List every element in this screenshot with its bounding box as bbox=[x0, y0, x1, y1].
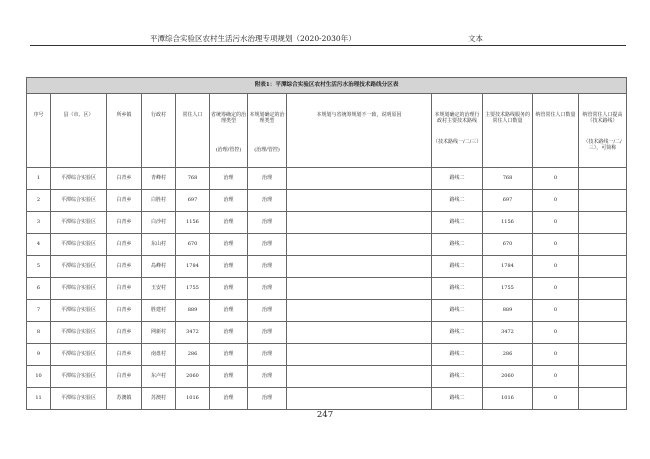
table-row bbox=[27, 388, 627, 410]
cell-county: 平潭综合实验区 bbox=[51, 344, 107, 366]
cell-county: 平潭综合实验区 bbox=[51, 366, 107, 388]
cell-village: 苏澳村 bbox=[142, 388, 176, 410]
cell-population: 1784 bbox=[176, 256, 210, 278]
column-header bbox=[432, 94, 483, 168]
cell-served: 670 bbox=[483, 234, 533, 256]
cell-served: 1784 bbox=[483, 256, 533, 278]
table-row bbox=[27, 300, 627, 322]
cell-town: 白青乡 bbox=[107, 366, 142, 388]
cell-route: 路线二 bbox=[432, 322, 483, 344]
cell-prov-type: 治理 bbox=[210, 300, 248, 322]
cell-village: 岛峰村 bbox=[142, 256, 176, 278]
cell-served: 889 bbox=[483, 300, 533, 322]
page-number: 247 bbox=[316, 410, 334, 420]
cell-town: 苏澳镇 bbox=[107, 388, 142, 410]
cell-extra bbox=[579, 190, 627, 212]
cell-population: 1755 bbox=[176, 278, 210, 300]
running-header-label: 文本 bbox=[468, 34, 483, 43]
cell-connected: 0 bbox=[533, 344, 579, 366]
cell-town: 白青乡 bbox=[107, 234, 142, 256]
cell-extra bbox=[579, 388, 627, 410]
cell-prov-type: 治理 bbox=[210, 212, 248, 234]
cell-extra bbox=[579, 234, 627, 256]
header-rule bbox=[30, 45, 626, 46]
cell-prov-type: 治理 bbox=[210, 388, 248, 410]
cell-plan-type: 治理 bbox=[248, 344, 287, 366]
cell-route: 路线二 bbox=[432, 300, 483, 322]
table-caption: 附表1：平潭综合实验区农村生活污水治理技术路线分区表 bbox=[27, 78, 627, 94]
column-header bbox=[287, 94, 432, 168]
table-row bbox=[27, 256, 627, 278]
cell-county: 平潭综合实验区 bbox=[51, 388, 107, 410]
column-header bbox=[176, 94, 210, 168]
cell-reason bbox=[287, 344, 432, 366]
column-header bbox=[248, 94, 287, 168]
cell-extra bbox=[579, 212, 627, 234]
cell-extra bbox=[579, 366, 627, 388]
cell-county: 平潭综合实验区 bbox=[51, 300, 107, 322]
cell-route: 路线二 bbox=[432, 344, 483, 366]
column-header-label: 行政村 bbox=[150, 112, 166, 118]
cell-no: 10 bbox=[27, 366, 51, 388]
cell-prov-type: 治理 bbox=[210, 366, 248, 388]
column-header-note: （技术路线一/二/三），可简称 bbox=[583, 138, 622, 151]
cell-village: 东卢村 bbox=[142, 366, 176, 388]
cell-no: 8 bbox=[27, 322, 51, 344]
table-row bbox=[27, 322, 627, 344]
column-header-label: 纳管常住人口数量 bbox=[535, 112, 576, 118]
cell-route: 路线二 bbox=[432, 168, 483, 190]
column-header-note: (治理/管控) bbox=[254, 146, 280, 153]
column-header bbox=[483, 94, 533, 168]
cell-extra bbox=[579, 344, 627, 366]
cell-population: 670 bbox=[176, 234, 210, 256]
cell-town: 白青乡 bbox=[107, 256, 142, 278]
column-header-label: 常住人口 bbox=[182, 112, 203, 118]
cell-connected: 0 bbox=[533, 212, 579, 234]
cell-village: 东山村 bbox=[142, 234, 176, 256]
cell-town: 白青乡 bbox=[107, 278, 142, 300]
column-header-label: 省统筹确定的治理类型 bbox=[211, 112, 247, 125]
cell-connected: 0 bbox=[533, 366, 579, 388]
cell-reason bbox=[287, 322, 432, 344]
cell-population: 3472 bbox=[176, 322, 210, 344]
column-header bbox=[579, 94, 627, 168]
cell-connected: 0 bbox=[533, 388, 579, 410]
cell-no: 3 bbox=[27, 212, 51, 234]
table-row bbox=[27, 278, 627, 300]
cell-plan-type: 治理 bbox=[248, 300, 287, 322]
cell-route: 路线二 bbox=[432, 234, 483, 256]
cell-route: 路线二 bbox=[432, 256, 483, 278]
table-row bbox=[27, 190, 627, 212]
cell-village: 青峰村 bbox=[142, 168, 176, 190]
running-header-title: 平潭综合实验区农村生活污水治理专项规划（2020-2030年） bbox=[150, 34, 356, 43]
column-header-label: 本规划确定的治理类型 bbox=[249, 112, 285, 125]
cell-served: 1755 bbox=[483, 278, 533, 300]
cell-route: 路线二 bbox=[432, 366, 483, 388]
cell-town: 白青乡 bbox=[107, 322, 142, 344]
cell-population: 2060 bbox=[176, 366, 210, 388]
cell-prov-type: 治理 bbox=[210, 322, 248, 344]
cell-no: 11 bbox=[27, 388, 51, 410]
cell-population: 1016 bbox=[176, 388, 210, 410]
cell-served: 286 bbox=[483, 344, 533, 366]
cell-route: 路线二 bbox=[432, 190, 483, 212]
cell-reason bbox=[287, 278, 432, 300]
cell-population: 286 bbox=[176, 344, 210, 366]
cell-extra bbox=[579, 256, 627, 278]
cell-county: 平潭综合实验区 bbox=[51, 278, 107, 300]
cell-connected: 0 bbox=[533, 256, 579, 278]
cell-county: 平潭综合实验区 bbox=[51, 190, 107, 212]
cell-plan-type: 治理 bbox=[248, 366, 287, 388]
cell-extra bbox=[579, 278, 627, 300]
column-header-label: 序号 bbox=[33, 112, 44, 118]
cell-county: 平潭综合实验区 bbox=[51, 234, 107, 256]
column-header bbox=[107, 94, 142, 168]
cell-town: 白青乡 bbox=[107, 168, 142, 190]
cell-connected: 0 bbox=[533, 322, 579, 344]
cell-county: 平潭综合实验区 bbox=[51, 256, 107, 278]
cell-route: 路线二 bbox=[432, 278, 483, 300]
cell-population: 768 bbox=[176, 168, 210, 190]
cell-reason bbox=[287, 234, 432, 256]
column-header-label: 纳管常住人口提高（技术路线） bbox=[582, 112, 623, 125]
cell-connected: 0 bbox=[533, 278, 579, 300]
column-header-label: 所乡镇 bbox=[116, 112, 132, 118]
cell-connected: 0 bbox=[533, 190, 579, 212]
cell-no: 9 bbox=[27, 344, 51, 366]
cell-no: 1 bbox=[27, 168, 51, 190]
cell-town: 白青乡 bbox=[107, 344, 142, 366]
cell-extra bbox=[579, 300, 627, 322]
cell-plan-type: 治理 bbox=[248, 278, 287, 300]
cell-population: 889 bbox=[176, 300, 210, 322]
cell-prov-type: 治理 bbox=[210, 256, 248, 278]
cell-prov-type: 治理 bbox=[210, 278, 248, 300]
column-header-note: (治理/管控) bbox=[215, 146, 242, 153]
cell-reason bbox=[287, 190, 432, 212]
cell-no: 2 bbox=[27, 190, 51, 212]
column-header-note: （技术路线一/二/三） bbox=[433, 138, 482, 145]
cell-population: 1156 bbox=[176, 212, 210, 234]
cell-route: 路线二 bbox=[432, 388, 483, 410]
cell-reason bbox=[287, 168, 432, 190]
cell-served: 2060 bbox=[483, 366, 533, 388]
cell-no: 5 bbox=[27, 256, 51, 278]
cell-prov-type: 治理 bbox=[210, 168, 248, 190]
cell-served: 1016 bbox=[483, 388, 533, 410]
cell-prov-type: 治理 bbox=[210, 234, 248, 256]
table-header-row bbox=[27, 94, 627, 168]
cell-connected: 0 bbox=[533, 168, 579, 190]
cell-town: 白青乡 bbox=[107, 300, 142, 322]
cell-plan-type: 治理 bbox=[248, 256, 287, 278]
cell-served: 1156 bbox=[483, 212, 533, 234]
table-row bbox=[27, 168, 627, 190]
cell-plan-type: 治理 bbox=[248, 234, 287, 256]
table-body bbox=[27, 168, 627, 410]
column-header-label: 本规划与省统筹规划不一致，说明原因 bbox=[316, 112, 402, 118]
cell-village: 南盘村 bbox=[142, 344, 176, 366]
cell-extra bbox=[579, 168, 627, 190]
cell-connected: 0 bbox=[533, 234, 579, 256]
cell-plan-type: 治理 bbox=[248, 168, 287, 190]
cell-no: 6 bbox=[27, 278, 51, 300]
column-header bbox=[533, 94, 579, 168]
cell-plan-type: 治理 bbox=[248, 388, 287, 410]
column-header bbox=[210, 94, 248, 168]
cell-served: 3472 bbox=[483, 322, 533, 344]
cell-connected: 0 bbox=[533, 300, 579, 322]
column-header-label: 本规划确定的治理行政村主要技术路线 bbox=[434, 112, 480, 125]
cell-village: 白胜村 bbox=[142, 190, 176, 212]
cell-served: 697 bbox=[483, 190, 533, 212]
column-header bbox=[142, 94, 176, 168]
cell-plan-type: 治理 bbox=[248, 212, 287, 234]
cell-county: 平潭综合实验区 bbox=[51, 168, 107, 190]
cell-reason bbox=[287, 366, 432, 388]
cell-town: 白青乡 bbox=[107, 212, 142, 234]
cell-village: 网新村 bbox=[142, 322, 176, 344]
column-header bbox=[51, 94, 107, 168]
cell-prov-type: 治理 bbox=[210, 190, 248, 212]
cell-reason bbox=[287, 212, 432, 234]
cell-reason bbox=[287, 388, 432, 410]
cell-reason bbox=[287, 300, 432, 322]
column-header-label: 主要技术路线服务的常住人口数量 bbox=[484, 112, 530, 125]
cell-extra bbox=[579, 322, 627, 344]
cell-served: 768 bbox=[483, 168, 533, 190]
table-row bbox=[27, 234, 627, 256]
cell-town: 白青乡 bbox=[107, 190, 142, 212]
cell-reason bbox=[287, 256, 432, 278]
column-header bbox=[27, 94, 51, 168]
cell-village: 玉安村 bbox=[142, 278, 176, 300]
cell-county: 平潭综合实验区 bbox=[51, 212, 107, 234]
table-row bbox=[27, 344, 627, 366]
technical-route-table bbox=[26, 77, 627, 410]
cell-plan-type: 治理 bbox=[248, 190, 287, 212]
cell-plan-type: 治理 bbox=[248, 322, 287, 344]
column-header-label: 县（市、区） bbox=[63, 112, 94, 118]
table-row bbox=[27, 366, 627, 388]
cell-county: 平潭综合实验区 bbox=[51, 322, 107, 344]
cell-no: 4 bbox=[27, 234, 51, 256]
table-row bbox=[27, 212, 627, 234]
cell-village: 胜建村 bbox=[142, 300, 176, 322]
cell-prov-type: 治理 bbox=[210, 344, 248, 366]
cell-village: 白沙村 bbox=[142, 212, 176, 234]
cell-route: 路线二 bbox=[432, 212, 483, 234]
cell-no: 7 bbox=[27, 300, 51, 322]
cell-population: 697 bbox=[176, 190, 210, 212]
